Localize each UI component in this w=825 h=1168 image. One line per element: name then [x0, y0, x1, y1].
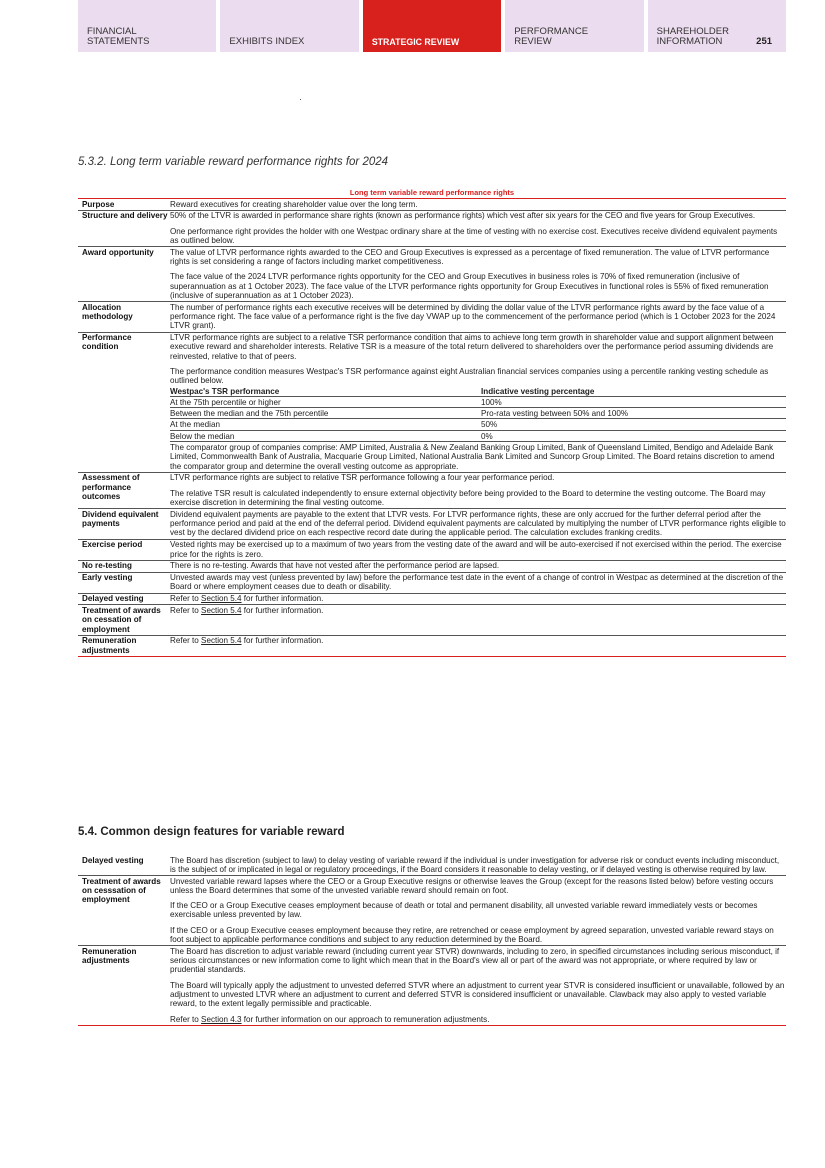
row-value	[170, 332, 786, 472]
cell: Between the median and the 75th percentile	[170, 408, 481, 419]
paragraph: The Board has discretion to adjust variable reward (including current year STVR) downwards, including to zero, in specified circumstances including serious misconduct, if serious circumstances or new information come to light which mean that in the Board's view all or part of the award was not appropriate, or where required by law or prudential standards.	[170, 946, 780, 975]
top-nav	[78, 0, 786, 52]
cell: At the 75th percentile or higher	[170, 396, 481, 407]
table-row	[170, 442, 786, 471]
page-number: 251	[756, 36, 773, 48]
row-value: The number of performance rights each executive receives will be determined by dividing the dollar value of the LTVR performance rights award by the face value of a performance right. The face value of a performance right is the five day VWAP up to the commencement of the performance period (which is 1 October 2023 for the 2024 LTVR grant).	[170, 302, 786, 332]
paragraph: LTVR performance rights are subject to a relative TSR performance condition that aims to achieve long term growth in shareholder value and support alignment between executive reward and shareholder interests. Relative TSR is a measure of the total return delivered to shareholders over the performance period assuming dividends are reinvested, relative to that of peers.	[170, 333, 774, 361]
paragraph: If the CEO or a Group Executive ceases employment because of death or total and permanent disability, all unvested variable reward immediately vests or becomes exercisable unless prevented by law.	[170, 901, 758, 920]
table-caption: Long term variable reward performance rights	[349, 188, 515, 197]
tab-label: STRATEGIC REVIEW	[371, 36, 460, 47]
table-row	[78, 855, 786, 876]
row-value	[170, 210, 786, 246]
row-label: Exercise period	[78, 539, 170, 560]
paragraph: The face value of the 2024 LTVR performance rights opportunity for the CEO and Group Executives in business roles is 70% of fixed remuneration (inclusive of superannuation as at 1 October 2023). The face value of the LTVR performance rights opportunity for Group Executives in functional roles is 55% of fixed remuneration (inclusive of superannuation as at 1 October 2023).	[170, 272, 769, 300]
table-row	[170, 396, 786, 407]
table-row	[170, 430, 786, 441]
tab-label: EXHIBITS INDEX	[229, 36, 305, 48]
row-label: Dividend equivalent payments	[78, 509, 170, 539]
paragraph: One performance right provides the holder with one Westpac ordinary share at the time of vesting with no exercise cost. Executives receive dividend equivalent payments as outlined below.	[170, 226, 778, 245]
table-row	[78, 332, 786, 472]
tab-exhibits-index[interactable]	[220, 0, 358, 52]
row-label: Treatment of awards on cesssation of employment	[78, 876, 170, 946]
table-row	[170, 408, 786, 419]
paragraph: The value of LTVR performance rights awarded to the CEO and Group Executives is expressed as a percentage of fixed remuneration. The value of LTVR performance rights is set considering a range of factors including market competitiveness.	[170, 247, 770, 266]
comparator-note: The comparator group of companies comprise: AMP Limited, Australia & New Zealand Banking Group Limited, Bank of Queensland Limited, Bendigo and Adelaide Bank Limited, Commonwealth Bank of Australia, Macquarie Group Limited, National Australia Bank Limited and Suncorp Group Limited. The Board retains discretion to amend the comparator group and determine the overall vesting outcome as appropriate.	[170, 442, 786, 471]
refer-text: for further information on our approach to remuneration adjustments.	[243, 1014, 490, 1024]
refer-text: for further information.	[243, 594, 324, 604]
refer-text: for further information.	[243, 636, 324, 646]
table-row	[78, 572, 786, 593]
row-label: Remuneration adjustments	[78, 635, 170, 656]
row-label: Treatment of awards on cessation of employment	[78, 605, 170, 635]
row-value	[170, 593, 786, 605]
section-4-3-link[interactable]: Section 4.3	[201, 1014, 242, 1024]
cell: Pro-rata vesting between 50% and 100%	[481, 408, 786, 419]
table-row	[170, 419, 786, 430]
paragraph: 50% of the LTVR is awarded in performance share rights (known as performance rights) which vest after six years for the CEO and five years for Group Executives.	[170, 211, 756, 221]
table-row	[78, 539, 786, 560]
refer-text: Refer to	[170, 605, 199, 615]
table-row	[78, 560, 786, 572]
row-value: Reward executives for creating shareholder value over the long term.	[170, 199, 418, 209]
paragraph: The relative TSR result is calculated independently to ensure external objectivity before being provided to the Board to determine the vesting outcome. The Board may exercise discretion in determining the final vesting outcome.	[170, 488, 766, 508]
cell: Below the median	[170, 430, 481, 441]
refer-text: Refer to	[170, 636, 199, 646]
table-row	[78, 247, 786, 302]
cell: At the median	[170, 419, 481, 430]
row-value	[170, 876, 786, 946]
row-label: Delayed vesting	[82, 855, 144, 865]
row-label: Delayed vesting	[78, 593, 170, 605]
row-value	[170, 946, 786, 1026]
refer-text: for further information.	[243, 605, 324, 615]
refer-text: Refer to	[170, 594, 199, 604]
cell: 0%	[481, 430, 786, 441]
common-features-table	[78, 855, 786, 1026]
row-label: Remuneration adjustments	[78, 946, 170, 1026]
paragraph: LTVR performance rights are subject to relative TSR performance following a four year performance period.	[170, 473, 555, 483]
row-value: Vested rights may be exercised up to a maximum of two years from the vesting date of the award and will be auto-exercised if not exercised within the period. The exercise price for the rights is zero.	[170, 539, 786, 560]
tab-financial-statements[interactable]	[78, 0, 216, 52]
table-row	[78, 509, 786, 539]
tab-label: SHAREHOLDER INFORMATION	[656, 26, 729, 48]
tab-performance-review[interactable]	[505, 0, 643, 52]
tab-shareholder-information[interactable]	[648, 0, 786, 52]
tab-strategic-review[interactable]	[363, 0, 501, 52]
paragraph: Unvested variable reward lapses where the CEO or a Group Executive resigns or otherwise leaves the Group (except for the reasons listed below) before vesting occurs unless the Board determines that some of the unvested variable reward should remain on foot.	[170, 876, 774, 895]
paragraph: The Board will typically apply the adjustment to unvested deferred STVR where an adjustment to current year STVR is considered insufficient or unavailable, followed by an adjustment to unvested LTVR where an adjustment to current and deferred STVR is considered insufficient or unavailable. Clawback may also apply to vested variable reward, to the extent legally permissible and practicable.	[170, 980, 785, 1009]
table-row	[78, 876, 786, 946]
row-label: No re-testing	[78, 560, 170, 572]
stray-dot	[300, 99, 301, 100]
section-heading: 5.4. Common design features for variable reward	[78, 826, 345, 838]
cell: 50%	[481, 419, 786, 430]
table-row	[78, 199, 786, 211]
paragraph: If the CEO or a Group Executive ceases employment because they retire, are retrenched or cease employment by agreed separation, unvested variable reward stays on foot subject to applicable performance conditions and subject to any reduction determined by the Board.	[170, 925, 774, 945]
section-title: 5.3.2. Long term variable reward performance rights for 2024	[78, 156, 389, 168]
table-row	[78, 605, 786, 635]
table-row	[78, 946, 786, 1026]
row-label: Structure and delivery	[78, 210, 170, 246]
row-value: The Board has discretion (subject to law) to delay vesting of variable reward if the individual is under investigation for adverse risk or conduct events including misconduct, is the subject of or implicated in legal or regulatory proceedings, if the Board considers it reasonable to delay vesting, or if delayed vesting is otherwise required by law.	[170, 855, 780, 874]
section-5-4-link[interactable]: Section 5.4	[201, 636, 242, 646]
row-label: Allocation methodology	[78, 302, 170, 332]
cell: 100%	[481, 396, 786, 407]
row-label: Performance condition	[78, 332, 170, 472]
ltvr-table	[78, 198, 786, 657]
table-row	[78, 635, 786, 656]
row-label: Award opportunity	[78, 247, 170, 302]
table-row	[78, 210, 786, 246]
row-label: Assessment of performance outcomes	[78, 472, 170, 508]
row-value	[170, 605, 786, 635]
vesting-schedule-table	[170, 386, 786, 471]
row-label: Early vesting	[78, 572, 170, 593]
table-row	[78, 593, 786, 605]
row-value	[170, 472, 786, 508]
table-row	[78, 302, 786, 332]
row-value: Unvested awards may vest (unless prevented by law) before the performance test date in the event of a change of control in Westpac as determined at the discretion of the Board or where employment ceases due to death or disability.	[170, 572, 786, 593]
row-value: There is no re-testing. Awards that have not vested after the performance period are lapsed.	[170, 560, 786, 572]
refer-text: Refer to	[170, 1014, 199, 1024]
common-features-table-wrap	[78, 855, 786, 1026]
ltvr-table-wrap	[78, 187, 786, 657]
paragraph	[170, 1015, 786, 1024]
row-value	[170, 247, 786, 302]
table-row	[78, 472, 786, 508]
row-label: Purpose	[82, 199, 115, 209]
column-header: Indicative vesting percentage	[481, 386, 595, 396]
paragraph: The performance condition measures Westpac's TSR performance against eight Australian financial services companies using a percentile ranking vesting schedule as outlined below.	[170, 366, 769, 386]
row-value	[170, 635, 786, 656]
section-5-4-link[interactable]: Section 5.4	[201, 594, 242, 604]
column-header: Westpac's TSR performance	[170, 386, 280, 396]
row-value: Dividend equivalent payments are payable to the extent that LTVR vests. For LTVR performance rights, these are only accrued for the further deferral period after the performance period and paid at the end of the deferral period. Dividend equivalent payments are calculated by multiplying the number of LTVR performance rights eligible to vest by the declared dividend price on each respective record date during the applicable period. The calculation excludes franking credits.	[170, 509, 786, 538]
table-header-row	[170, 386, 786, 397]
section-5-4-link[interactable]: Section 5.4	[201, 605, 242, 615]
tab-label: PERFORMANCE REVIEW	[514, 26, 589, 48]
tab-label: FINANCIAL STATEMENTS	[87, 26, 150, 48]
